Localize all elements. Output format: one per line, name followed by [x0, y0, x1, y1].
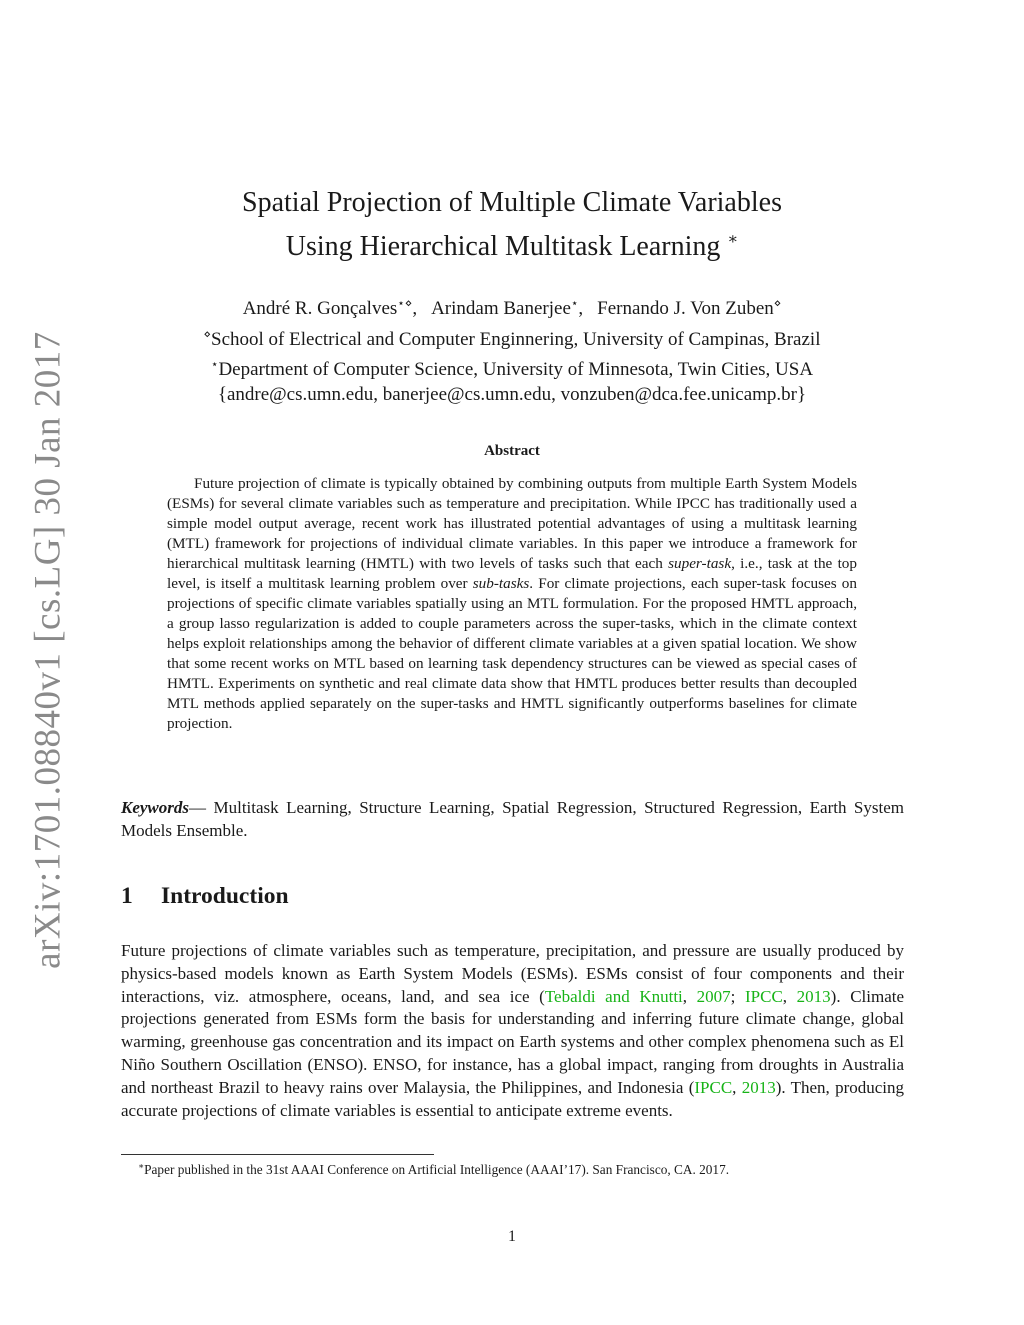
author-emails: {andre@cs.umn.edu, banerjee@cs.umn.edu, vonzuben@dca.fee.unicamp.br} [217, 383, 807, 405]
author-separator: , [578, 298, 584, 319]
author-1-marks: ⋆⋄ [397, 296, 413, 310]
affiliation-2-mark: ⋆ [210, 357, 219, 371]
section-title: Introduction [161, 883, 289, 909]
page-number: 1 [508, 1228, 516, 1245]
affiliation-2-text: Department of Computer Science, University of Minnesota, Twin Cities, USA [218, 359, 814, 380]
title-line-2 [120, 221, 904, 265]
author-3: Fernando J. Von Zuben [597, 298, 774, 319]
author-3-marks: ⋄ [773, 296, 782, 310]
keywords-text: Multitask Learning, Structure Learning, Spatial Regression, Structured Regression, Earth System Models Ensemble. [121, 798, 904, 840]
citation-separator: , [732, 1077, 742, 1097]
footnote-rule [121, 1154, 434, 1155]
abstract-text-1: Future projection of climate is typically obtained by combining outputs from multiple Earth System Models (ESMs) for several climate variables such as temperature and precipitation. While IPCC has traditionally used a simple model output average, recent work has illustrated potential advantages of using a multitask learning (MTL) framework for projections of individual climate variables. In this paper we introduce a framework for hierarchical multitask learning (HMTL) with two levels of tasks such that each [167, 475, 857, 572]
footnote-text: Paper published in the 31st AAAI Conference on Artificial Intelligence (AAAI’17). San Francisco, CA. 2017. [144, 1162, 730, 1177]
abstract-heading: Abstract [484, 443, 540, 459]
affiliation-1-text: School of Electrical and Computer Enginnering, University of Campinas, Brazil [211, 328, 821, 350]
affiliation-1-mark: ⋄ [203, 326, 212, 341]
citation-separator: , [682, 986, 688, 1006]
keywords [121, 796, 904, 842]
affiliation-1 [120, 322, 904, 353]
title-line-2-text: Using Hierarchical Multitask Learning [285, 231, 721, 262]
section-heading [121, 883, 289, 910]
arxiv-stamp: arXiv:1701.08840v1 [cs.LG] 30 Jan 2017 [27, 331, 69, 969]
author-2-marks: ⋆ [570, 296, 579, 310]
footnote-mark: ∗ [138, 1161, 145, 1171]
citation-separator: ; [730, 986, 745, 1006]
citation-link[interactable]: IPCC [745, 986, 783, 1006]
author-2: Arindam Banerjee [431, 298, 571, 319]
citation-link[interactable]: Tebaldi and Knutti [544, 986, 683, 1006]
keywords-label: Keywords [121, 798, 189, 817]
citation-year-link[interactable]: 2013 [796, 986, 831, 1006]
keywords-dash: — [189, 798, 206, 817]
abstract-emphasis-super-task: super-task [668, 555, 732, 572]
citation-year-link[interactable]: 2013 [741, 1077, 776, 1097]
abstract-text-2: , i.e., task at the top level, is itself a multitask learning problem over [167, 555, 857, 592]
intro-paragraph [121, 940, 904, 1122]
section-number: 1 [121, 883, 133, 909]
citation-link[interactable]: IPCC [694, 1077, 733, 1097]
author-names [120, 291, 904, 322]
abstract-emphasis-sub-tasks: sub-tasks [472, 575, 530, 592]
citation-year-link[interactable]: 2007 [696, 986, 731, 1006]
paper-title [120, 184, 904, 265]
abstract-text-3: . For climate projections, each super-task focuses on projections of specific climate variables spatially using an MTL formulation. For the proposed HMTL approach, a group lasso regularization is added to couple parameters across the super-tasks, which in the climate context helps exploit relationships among the behavior of different climate variables at a given spatial location. We show that some recent works on MTL based on learning task dependency structures can be viewed as special cases of HMTL. Experiments on synthetic and real climate data show that HMTL produces better results than decoupled MTL methods applied separately on the super-tasks and HMTL significantly outperforms baselines for climate projection. [167, 575, 857, 732]
footnote [121, 1157, 921, 1179]
author-separator: , [412, 298, 418, 319]
abstract-body [167, 474, 857, 734]
author-1: André R. Gonçalves [242, 298, 398, 319]
title-footnote-mark: ∗ [727, 231, 739, 248]
affiliation-2 [120, 352, 904, 383]
abstract-paragraph [167, 474, 857, 734]
author-block [120, 291, 904, 407]
citation-separator: , [782, 986, 797, 1006]
intro-text-3: ). Then, producing accurate projections of climate variables is essential to anticipate extreme events. [121, 1077, 904, 1120]
intro-text-1: Future projections of climate variables such as temperature, precipitation, and pressure are usually produced by physics-based models known as Earth System Models (ESMs). ESMs consist of four components and their interactions, viz. atmosphere, oceans, land, and sea ice ( [121, 941, 904, 1006]
intro-text-2: ). Climate projections generated from ESMs form the basis for understanding and inferring future climate change, global warming, greenhouse gas concentration and its impact on Earth systems and other complex phenomena such as El Niño Southern Oscillation (ENSO). ENSO, for instance, has a global impact, ranging from droughts in Australia and northeast Brazil to heavy rains over Malaysia, the Philippines, and Indonesia ( [121, 986, 905, 1097]
title-line-1: Spatial Projection of Multiple Climate Variables [242, 187, 782, 218]
